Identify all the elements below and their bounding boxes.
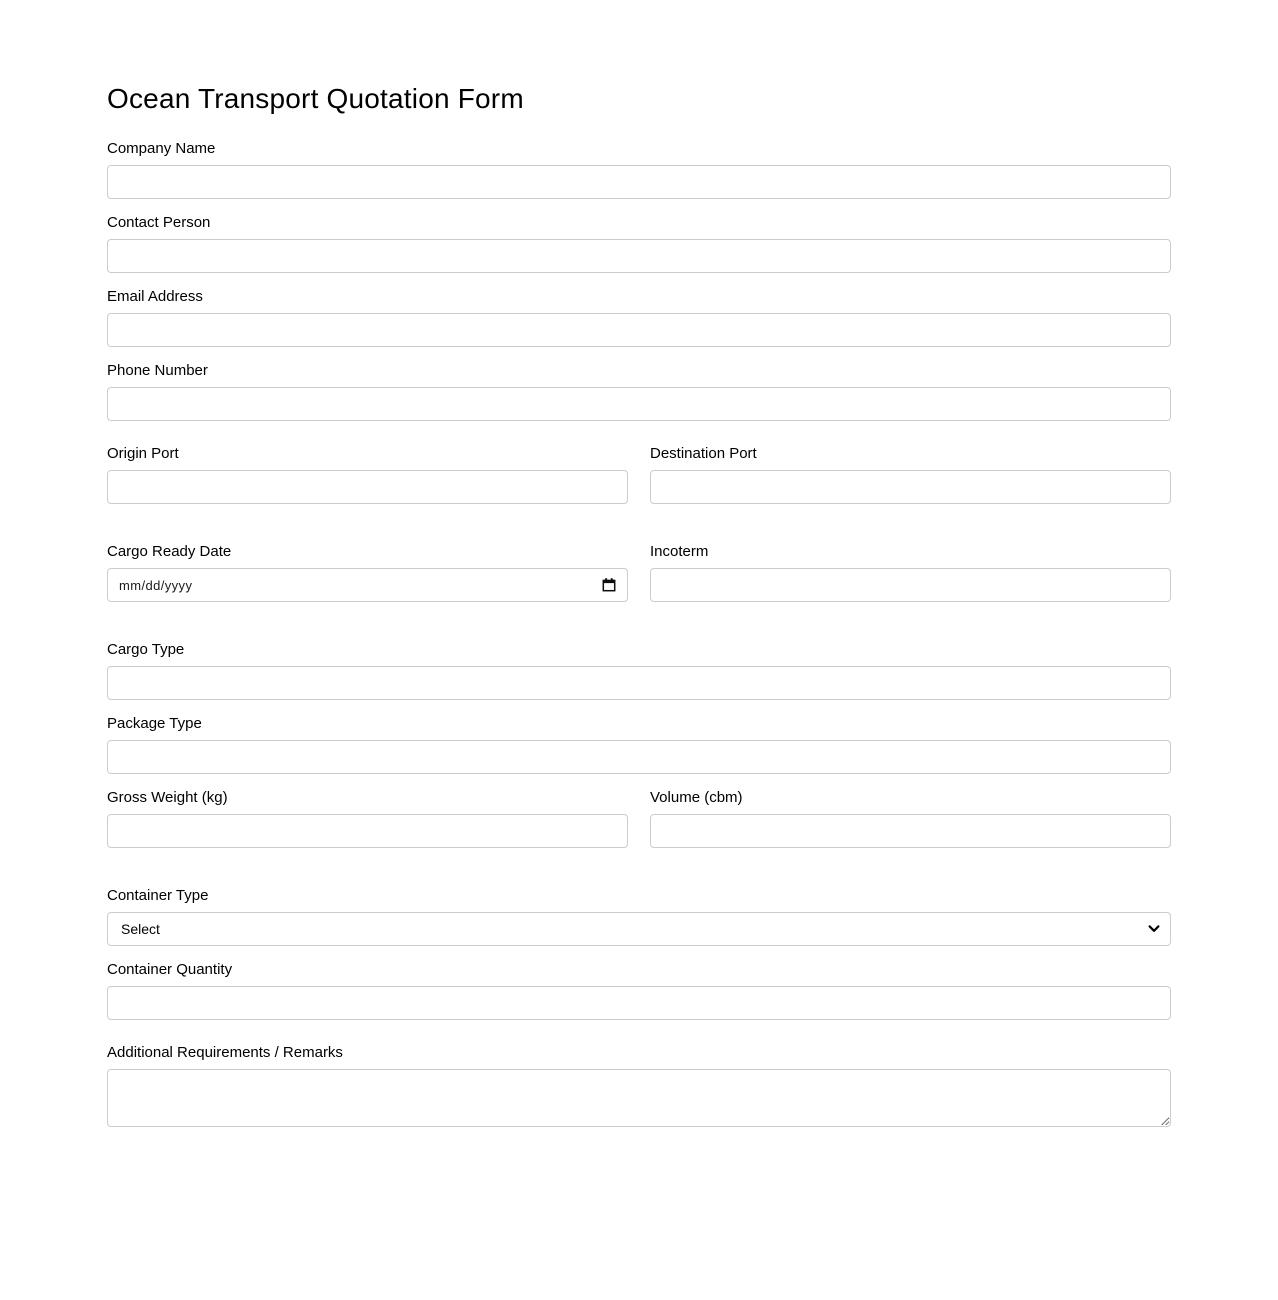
container-type-field	[107, 887, 1171, 946]
cargo-type-label: Cargo Type	[107, 641, 185, 658]
company-name-label: Company Name	[107, 140, 216, 157]
email-address-label: Email Address	[107, 288, 203, 305]
additional-requirements-wrap	[107, 1069, 1171, 1127]
container-quantity-label: Container Quantity	[107, 961, 233, 978]
additional-requirements-label: Additional Requirements / Remarks	[107, 1044, 343, 1061]
incoterm-label: Incoterm	[650, 543, 709, 560]
origin-port-input[interactable]	[107, 470, 628, 504]
gross-weight-label: Gross Weight (kg)	[107, 789, 228, 806]
volume-input[interactable]	[650, 814, 1171, 848]
cargo-type-field	[107, 641, 1171, 700]
origin-port-label: Origin Port	[107, 445, 179, 462]
calendar-icon[interactable]	[601, 577, 617, 593]
origin-port-field	[107, 445, 628, 504]
container-quantity-field	[107, 961, 1171, 1020]
destination-port-input[interactable]	[650, 470, 1171, 504]
cargo-ready-date-label: Cargo Ready Date	[107, 543, 232, 560]
destination-port-label: Destination Port	[650, 445, 757, 462]
incoterm-field	[650, 543, 1171, 602]
destination-port-field	[650, 445, 1171, 504]
package-type-input[interactable]	[107, 740, 1171, 774]
page-title: Ocean Transport Quotation Form	[107, 83, 524, 114]
container-type-label: Container Type	[107, 887, 209, 904]
gross-weight-input[interactable]	[107, 814, 628, 848]
contact-person-label: Contact Person	[107, 214, 211, 231]
additional-requirements-textarea[interactable]	[107, 1069, 1171, 1127]
quotation-form	[107, 0, 1171, 1262]
package-type-label: Package Type	[107, 715, 202, 732]
cargo-type-input[interactable]	[107, 666, 1171, 700]
ports-row	[107, 445, 1171, 519]
package-type-field	[107, 715, 1171, 774]
gross-weight-field	[107, 789, 628, 848]
additional-requirements-field	[107, 1044, 1171, 1127]
email-address-input[interactable]	[107, 313, 1171, 347]
email-address-field	[107, 288, 1171, 347]
date-incoterm-row	[107, 543, 1171, 617]
container-quantity-input[interactable]	[107, 986, 1171, 1020]
weight-volume-row	[107, 789, 1171, 863]
phone-number-label: Phone Number	[107, 362, 208, 379]
volume-field	[650, 789, 1171, 848]
incoterm-input[interactable]	[650, 568, 1171, 602]
phone-number-field	[107, 362, 1171, 421]
phone-number-input[interactable]	[107, 387, 1171, 421]
contact-person-field	[107, 214, 1171, 273]
container-type-select-wrap	[107, 912, 1171, 946]
volume-label: Volume (cbm)	[650, 789, 743, 806]
company-name-input[interactable]	[107, 165, 1171, 199]
cargo-ready-date-input[interactable]	[107, 568, 628, 602]
company-name-field	[107, 140, 1171, 199]
date-placeholder: mm/dd/yyyy	[119, 577, 193, 593]
contact-person-input[interactable]	[107, 239, 1171, 273]
cargo-ready-date-field	[107, 543, 628, 602]
container-type-select[interactable]	[107, 912, 1171, 946]
